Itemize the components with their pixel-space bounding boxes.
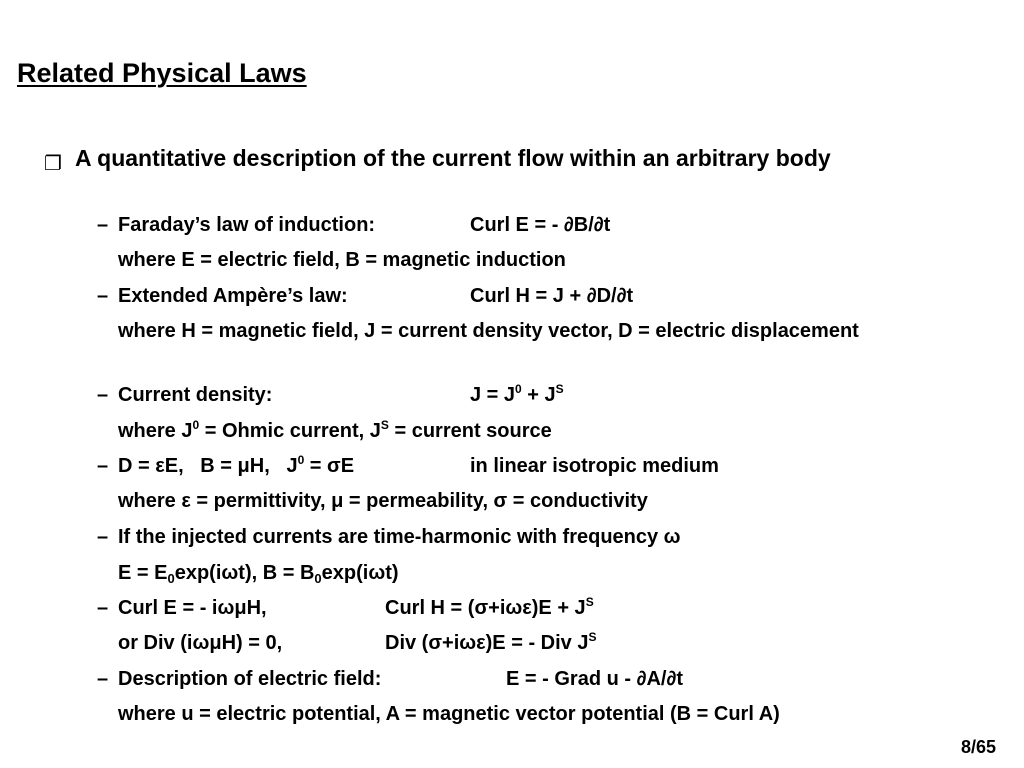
constitutive-where: where ε = permittivity, μ = permeability, σ = conductivity <box>118 490 648 512</box>
ampere-equation: Curl H = J + ∂D/∂t <box>470 285 634 307</box>
ampere-where: where H = magnetic field, J = current density vector, D = electric displacement <box>118 320 859 342</box>
div-h-equation: or Div (iωμH) = 0, <box>118 632 283 654</box>
electric-field-equation: E = - Grad u - ∂A/∂t <box>506 668 684 690</box>
div-e-equation: Div (σ+iωε)E = - Div $J^S$ <box>385 630 597 654</box>
page-number: 8/65 <box>960 737 996 757</box>
current-density-label: Current density: <box>118 384 273 406</box>
electric-field-description: – Description of electric field: E = - Grad u - ∂A/∂t <box>97 668 684 690</box>
main-bullet <box>44 142 984 174</box>
faraday-where: where E = electric field, B = magnetic induction <box>118 249 566 271</box>
slide-title: Related Physical Laws <box>17 58 307 88</box>
ampere-law: – Extended Ampère’s law: Curl H = J + ∂D/∂t <box>97 285 634 307</box>
constitutive-note: in linear isotropic medium <box>470 455 719 477</box>
time-harmonic-label: If the injected currents are time-harmonic with frequency ω <box>118 526 681 548</box>
faraday-law: – Faraday’s law of induction: Curl E = - ∂B/∂t <box>97 214 611 236</box>
constitutive-equations: D = εE, B = μH, $J^0 = \sigma E$ <box>118 453 355 477</box>
constitutive-relations: – D = εE, B = μH, $J^0 = \sigma E$ in linear isotropic medium <box>97 453 719 477</box>
electric-field-where: where u = electric potential, A = magnetic vector potential (B = Curl A) <box>118 703 780 725</box>
current-density: – Current density: $J = J^0 + J^S$ <box>97 382 564 406</box>
faraday-equation: Curl E = - ∂B/∂t <box>470 214 611 236</box>
curl-h-equation: Curl $H = (\sigma+i\omega\varepsilon)E + J^S$ <box>385 595 594 619</box>
ampere-label: Extended Ampère’s law: <box>118 285 348 307</box>
div-equations <box>118 630 597 655</box>
time-harmonic: – If the injected currents are time-harmonic with frequency ω <box>97 526 681 548</box>
checkbox-bullet-icon: ❐ <box>44 151 62 175</box>
faraday-label: Faraday’s law of induction: <box>118 214 376 236</box>
curl-e-equation: Curl E = - iωμH, <box>118 597 267 619</box>
time-harmonic-equations: $E = E_0\exp(i\omega t)$, $B = B_0\exp(i\omega t)$ <box>118 562 399 586</box>
current-density-equation: $J = J^0 + J^S$ <box>470 382 564 406</box>
current-density-where: where $J^0$ = Ohmic current, $J^S$ = current source <box>118 418 552 442</box>
curl-equations: – Curl E = - iωμH, Curl $H = (\sigma+i\omega\varepsilon)E + J^S$ <box>97 595 594 619</box>
main-bullet-text: A quantitative description of the current flow within an arbitrary body <box>75 145 831 171</box>
electric-field-label: Description of electric field: <box>118 668 382 690</box>
